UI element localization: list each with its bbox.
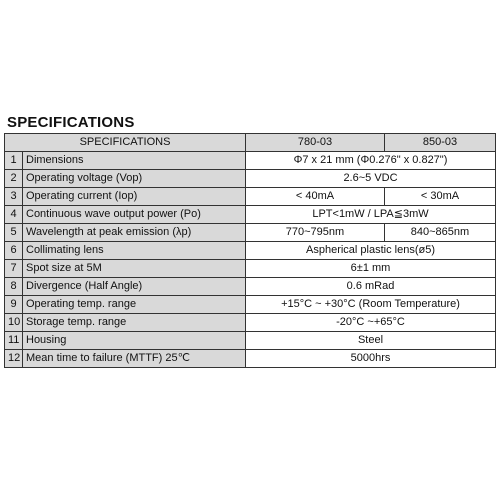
- row-number: 11: [5, 332, 23, 350]
- table-row: [5, 188, 496, 206]
- row-value: -20°C ~+65°C: [246, 314, 496, 332]
- row-number: 12: [5, 350, 23, 368]
- table-row: [5, 170, 496, 188]
- header-specifications: SPECIFICATIONS: [5, 134, 246, 152]
- row-number: 6: [5, 242, 23, 260]
- row-label: Operating voltage (Vop): [23, 170, 246, 188]
- table-row: [5, 242, 496, 260]
- specifications-table: [4, 133, 496, 368]
- table-row: [5, 152, 496, 170]
- row-value: 2.6~5 VDC: [246, 170, 496, 188]
- row-label: Dimensions: [23, 152, 246, 170]
- row-number: 8: [5, 278, 23, 296]
- row-value-850-03: 840~865nm: [385, 224, 496, 242]
- row-value: Φ7 x 21 mm (Φ0.276" x 0.827"): [246, 152, 496, 170]
- row-value-780-03: < 40mA: [246, 188, 385, 206]
- table-row: [5, 296, 496, 314]
- row-value: 0.6 mRad: [246, 278, 496, 296]
- table-row: [5, 206, 496, 224]
- table-row: [5, 278, 496, 296]
- row-number: 1: [5, 152, 23, 170]
- table-row: [5, 260, 496, 278]
- row-value-850-03: < 30mA: [385, 188, 496, 206]
- row-number: 5: [5, 224, 23, 242]
- header-model-780-03: 780-03: [246, 134, 385, 152]
- row-value: +15°C ~ +30°C (Room Temperature): [246, 296, 496, 314]
- row-label: Divergence (Half Angle): [23, 278, 246, 296]
- table-header-row: [5, 134, 496, 152]
- row-number: 4: [5, 206, 23, 224]
- row-label: Spot size at 5M: [23, 260, 246, 278]
- row-number: 10: [5, 314, 23, 332]
- row-number: 9: [5, 296, 23, 314]
- row-value: 6±1 mm: [246, 260, 496, 278]
- table-row: [5, 350, 496, 368]
- row-label: Continuous wave output power (Po): [23, 206, 246, 224]
- row-label: Operating temp. range: [23, 296, 246, 314]
- row-label: Operating current (Iop): [23, 188, 246, 206]
- row-number: 3: [5, 188, 23, 206]
- table-row: [5, 224, 496, 242]
- row-value: Steel: [246, 332, 496, 350]
- row-label: Storage temp. range: [23, 314, 246, 332]
- row-value: 5000hrs: [246, 350, 496, 368]
- row-value: LPT<1mW / LPA≦3mW: [246, 206, 496, 224]
- header-model-850-03: 850-03: [385, 134, 496, 152]
- table-row: [5, 332, 496, 350]
- row-number: 7: [5, 260, 23, 278]
- section-heading: SPECIFICATIONS: [7, 114, 135, 131]
- row-label: Wavelength at peak emission (λp): [23, 224, 246, 242]
- row-value: Aspherical plastic lens(ø5): [246, 242, 496, 260]
- row-label: Collimating lens: [23, 242, 246, 260]
- row-label: Housing: [23, 332, 246, 350]
- table-row: [5, 314, 496, 332]
- row-number: 2: [5, 170, 23, 188]
- row-value-780-03: 770~795nm: [246, 224, 385, 242]
- row-label: Mean time to failure (MTTF) 25℃: [23, 350, 246, 368]
